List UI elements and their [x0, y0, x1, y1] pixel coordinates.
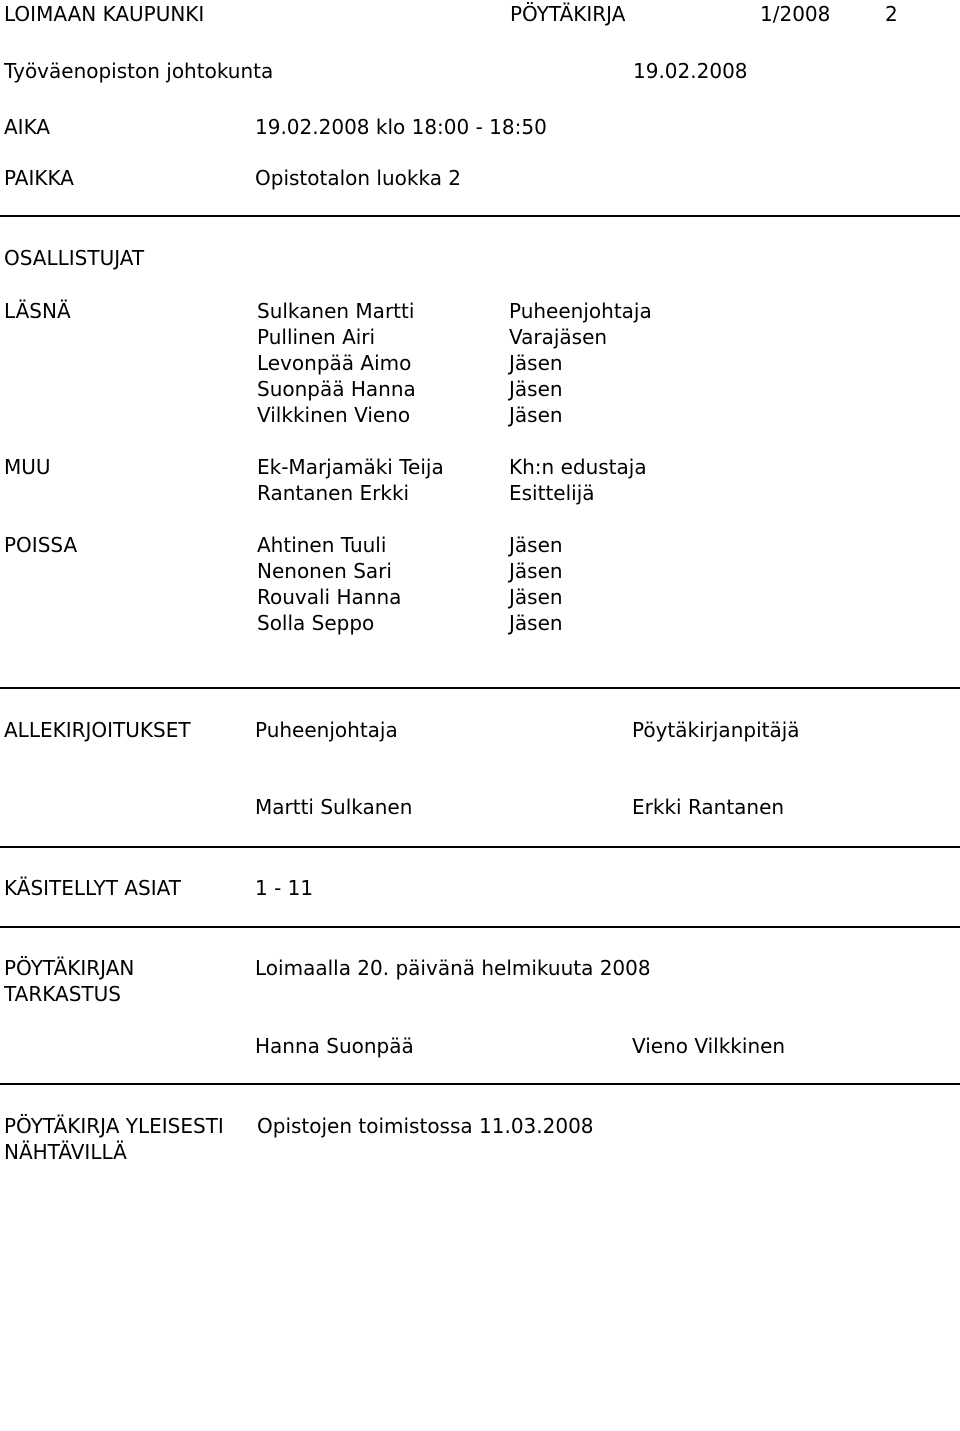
committee-name: Työväenopiston johtokunta [4, 59, 274, 83]
divider [0, 687, 960, 689]
time-value: 19.02.2008 klo 18:00 - 18:50 [255, 115, 547, 139]
handled-items-label: KÄSITELLYT ASIAT [4, 876, 181, 900]
participant-name: Rouvali Hanna [257, 585, 402, 609]
review-label-line1: PÖYTÄKIRJAN [4, 956, 135, 980]
divider [0, 926, 960, 928]
participant-role: Jäsen [509, 585, 563, 609]
document-number: 1/2008 [760, 2, 831, 26]
participant-role: Jäsen [509, 559, 563, 583]
page-number: 2 [885, 2, 898, 26]
public-display-value: Opistojen toimistossa 11.03.2008 [257, 1114, 594, 1138]
chair-name: Martti Sulkanen [255, 795, 413, 819]
participant-role: Puheenjohtaja [509, 299, 652, 323]
divider [0, 1083, 960, 1085]
other-label: MUU [4, 455, 51, 479]
meeting-date: 19.02.2008 [633, 59, 748, 83]
handled-items-value: 1 - 11 [255, 876, 314, 900]
participant-role: Jäsen [509, 403, 563, 427]
participant-role: Jäsen [509, 351, 563, 375]
place-value: Opistotalon luokka 2 [255, 166, 462, 190]
time-label: AIKA [4, 115, 51, 139]
public-display-label-line1: PÖYTÄKIRJA YLEISESTI [4, 1114, 224, 1138]
document-type: PÖYTÄKIRJA [510, 2, 626, 26]
participant-name: Pullinen Airi [257, 325, 376, 349]
participant-role: Jäsen [509, 377, 563, 401]
divider [0, 846, 960, 848]
participants-title: OSALLISTUJAT [4, 246, 145, 270]
participant-name: Solla Seppo [257, 611, 375, 635]
participant-name: Sulkanen Martti [257, 299, 415, 323]
secretary-name: Erkki Rantanen [632, 795, 785, 819]
participant-name: Nenonen Sari [257, 559, 392, 583]
participant-name: Levonpää Aimo [257, 351, 412, 375]
reviewer-name: Vieno Vilkkinen [632, 1034, 786, 1058]
signatures-label: ALLEKIRJOITUKSET [4, 718, 191, 742]
participant-role: Jäsen [509, 533, 563, 557]
divider [0, 215, 960, 217]
organization-name: LOIMAAN KAUPUNKI [4, 2, 205, 26]
participant-role: Jäsen [509, 611, 563, 635]
public-display-label-line2: NÄHTÄVILLÄ [4, 1140, 127, 1164]
place-label: PAIKKA [4, 166, 74, 190]
participant-name: Suonpää Hanna [257, 377, 416, 401]
participant-role: Kh:n edustaja [509, 455, 647, 479]
participant-name: Ek-Marjamäki Teija [257, 455, 444, 479]
chair-title: Puheenjohtaja [255, 718, 398, 742]
reviewer-name: Hanna Suonpää [255, 1034, 414, 1058]
review-label-line2: TARKASTUS [4, 982, 121, 1006]
absent-label: POISSA [4, 533, 78, 557]
participant-name: Rantanen Erkki [257, 481, 410, 505]
secretary-title: Pöytäkirjanpitäjä [632, 718, 800, 742]
participant-name: Vilkkinen Vieno [257, 403, 411, 427]
present-label: LÄSNÄ [4, 299, 71, 323]
participant-name: Ahtinen Tuuli [257, 533, 387, 557]
participant-role: Varajäsen [509, 325, 608, 349]
review-place-date: Loimaalla 20. päivänä helmikuuta 2008 [255, 956, 651, 980]
participant-role: Esittelijä [509, 481, 595, 505]
